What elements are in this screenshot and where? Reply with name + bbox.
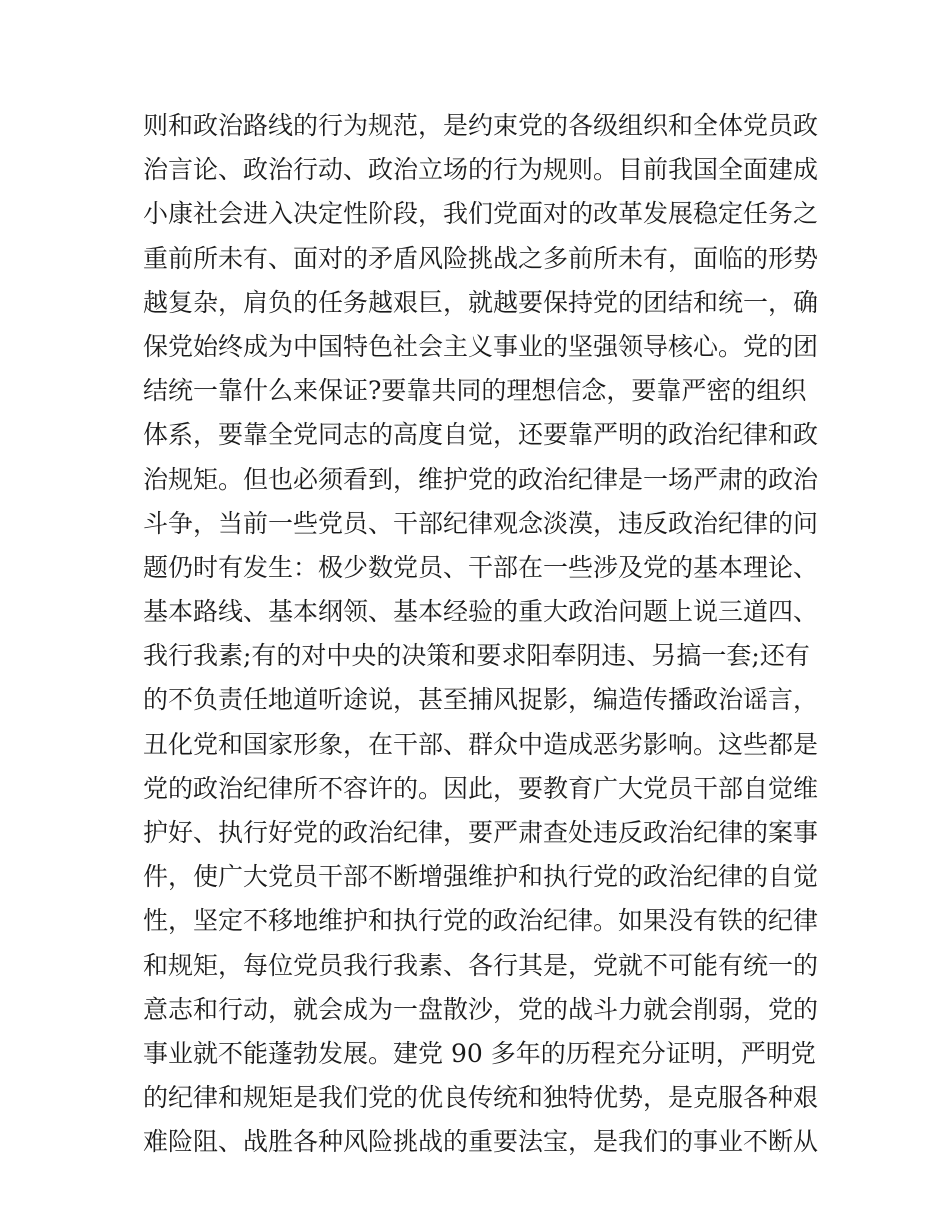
text-line: 斗争，当前一些党员、干部纪律观念淡漠，违反政治纪律的问 bbox=[143, 508, 819, 538]
body-paragraph bbox=[143, 104, 823, 1165]
text-line: 和规矩，每位党员我行我素、各行其是，党就不可能有统一的 bbox=[143, 950, 819, 980]
text-line: 党的政治纪律所不容许的。因此，要教育广大党员干部自觉维 bbox=[143, 773, 819, 803]
text-line: 越复杂，肩负的任务越艰巨，就越要保持党的团结和统一，确 bbox=[143, 287, 819, 317]
text-line: 难险阻、战胜各种风险挑战的重要法宝，是我们的事业不断从 bbox=[143, 1127, 819, 1157]
text-line: 则和政治路线的行为规范，是约束党的各级组织和全体党员政 bbox=[143, 111, 819, 140]
text-line: 我行我素;有的对中央的决策和要求阳奉阴违、另搞一套;还有 bbox=[143, 641, 810, 671]
text-line: 件，使广大党员干部不断增强维护和执行党的政治纪律的自觉 bbox=[143, 862, 819, 892]
text-line: 性，坚定不移地维护和执行党的政治纪律。如果没有铁的纪律 bbox=[143, 906, 819, 936]
text-line: 小康社会进入决定性阶段，我们党面对的改革发展稳定任务之 bbox=[143, 199, 819, 229]
text-line: 题仍时有发生：极少数党员、干部在一些涉及党的基本理论、 bbox=[143, 552, 819, 582]
text-line: 的不负责任地道听途说，甚至捕风捉影，编造传播政治谣言， bbox=[143, 685, 819, 715]
text-line: 治规矩。但也必须看到，维护党的政治纪律是一场严肃的政治 bbox=[143, 464, 819, 494]
text-line: 意志和行动，就会成为一盘散沙，党的战斗力就会削弱，党的 bbox=[143, 994, 819, 1024]
text-line: 基本路线、基本纲领、基本经验的重大政治问题上说三道四、 bbox=[143, 597, 819, 627]
text-line: 体系，要靠全党同志的高度自觉，还要靠严明的政治纪律和政 bbox=[143, 420, 819, 450]
text-line: 护好、执行好党的政治纪律，要严肃查处违反政治纪律的案事 bbox=[143, 818, 819, 847]
text-line: 的纪律和规矩是我们党的优良传统和独特优势，是克服各种艰 bbox=[143, 1083, 819, 1113]
text-line: 保党始终成为中国特色社会主义事业的坚强领导核心。党的团 bbox=[143, 331, 819, 361]
text-line: 结统一靠什么来保证?要靠共同的理想信念，要靠严密的组织 bbox=[143, 376, 807, 406]
text-line: 重前所未有、面对的矛盾风险挑战之多前所未有，面临的形势 bbox=[143, 243, 819, 273]
text-line: 治言论、政治行动、政治立场的行为规则。目前我国全面建成 bbox=[143, 155, 819, 185]
text-line: 丑化党和国家形象，在干部、群众中造成恶劣影响。这些都是 bbox=[143, 729, 819, 759]
text-line: 事业就不能蓬勃发展。建党 90 多年的历程充分证明，严明党 bbox=[143, 1038, 816, 1068]
